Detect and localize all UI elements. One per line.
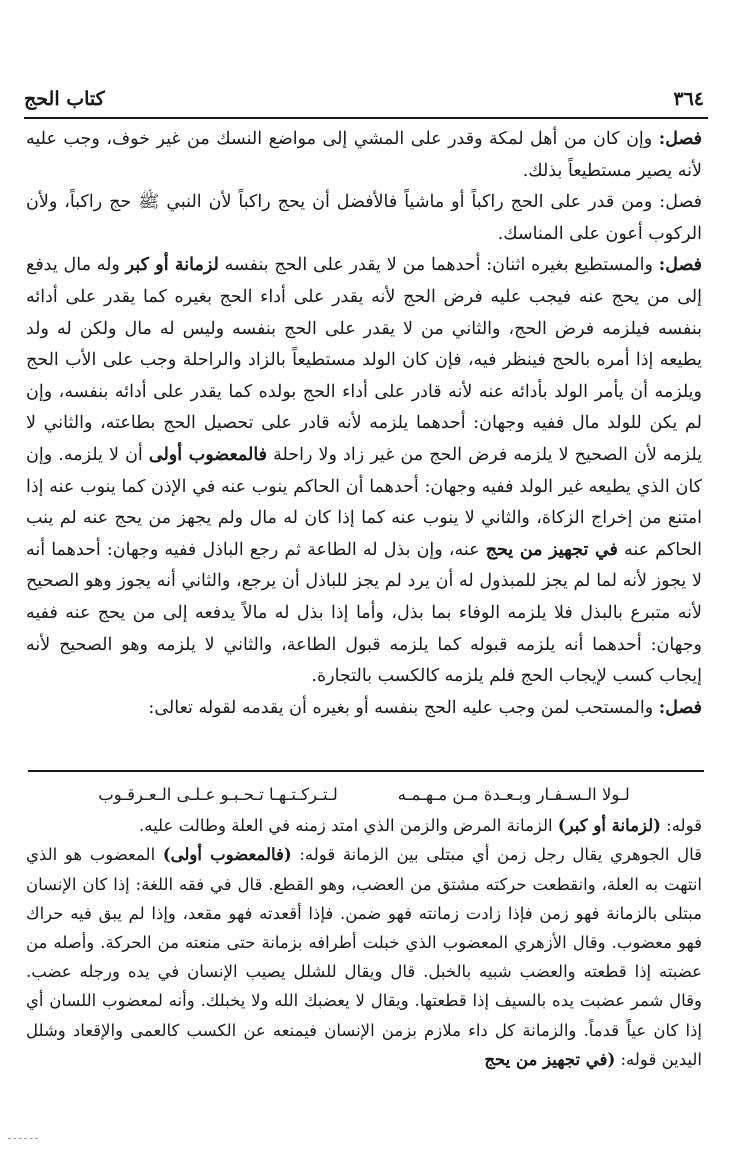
commentary-paragraph	[26, 811, 702, 840]
quoted-term: (فالمعضوب أولى)	[162, 845, 292, 865]
commentary-text: قال الجوهري يقال رجل زمن أي مبتلى بين الزمانة قوله:	[291, 845, 703, 865]
page-number: ٣٦٤	[673, 88, 704, 110]
section-label: فصل:	[658, 129, 702, 149]
commentary-paragraph	[26, 840, 702, 1074]
paragraph-text: والمستطيع بغيره اثنان: أحدهما من لا يقدر على الحج بنفسه	[218, 255, 659, 276]
highlighted-term: في تجهيز من يحج	[485, 539, 618, 560]
verse-second-hemistich: لـتـركـتـهـا تـحـبـو عـلـى الـعـرقـوب	[98, 785, 338, 804]
paragraph	[26, 693, 702, 725]
poetry-verse	[26, 780, 702, 809]
paragraph-text: أن لا يلزمه. وإن كان الذي يطيعه غير الولد ففيه وجهان: أحدهما أن الحاكم ينوب عنه في الإذن كما ينوب عنه إذا امتنع من إخراج الزكاة، والثاني لا ينوب عنه كما إذا كان له مال ولم يجهز من يحج عنه لم ينب الحاكم عنه	[26, 444, 703, 560]
section-label: فصل:	[658, 697, 702, 718]
header-divider	[24, 117, 708, 119]
section-label: فصل:	[658, 255, 702, 276]
book-title: كتاب الحج	[24, 88, 105, 110]
main-text	[26, 124, 702, 724]
verse-first-hemistich: لـولا الـسـفـار وبـعـدة مـن مـهـمـه	[397, 785, 630, 804]
footnote-divider	[28, 770, 704, 772]
scan-artifact	[8, 1138, 38, 1139]
paragraph	[26, 187, 702, 250]
quoted-term: (لزمانة أو كبر)	[557, 816, 661, 836]
highlighted-term: لزمانة أو كبر	[125, 255, 219, 276]
paragraph-text: وإن كان من أهل لمكة وقدر على المشي إلى مواضع النسك من غير خوف، وجب عليه لأنه يصير مستطيعاً بذلك.	[26, 129, 702, 181]
paragraph-text: عنه، وإن بذل له الطاعة ثم رجع الباذل ففيه وجهان: أحدهما أنه لا يجوز لأنه لما لم يجز للمبذول له أن يرد لم يجز للباذل أن يرجع، والثاني أنه يجوز وهو الصحيح لأنه متبرع بالبذل فلا يلزمه الوفاء بما بذل، وأما إذا بذل له مالاً يدفعه إلى من يحج عنه ففيه وجهان: أحدهما أنه يلزمه قبوله كما يلزمه قبول الطاعة، والثاني لا يلزمه وهو الصحيح لأنه إيجاب كسب لإيجاب الحج فلم يلزمه كالكسب بالتجارة.	[26, 539, 702, 687]
commentary	[26, 780, 702, 1074]
paragraph-text: وله مال يدفع إلى من يحج عنه فيجب عليه فرض الحج لأنه يقدر على أداء الحج بغيره كما يقدر على أدائه بنفسه فيلزمه فرض الحج، والثاني من لا يقدر على الحج بنفسه وليس له مال ولكن له ولد يطيعه إذا أمره بالحج فينظر فيه، فإن كان الولد مستطيعاً بالزاد والراحلة وجب على الأب الحج ويلزمه أن يأمر الولد بأدائه عنه لأنه قادر على أداء الحج بولده كما يقدر على أدائه بنفسه، وإن لم يكن للولد مال ففيه وجهان: أحدهما يلزمه لأنه قادر على تحصيل الحج بطاعته، والثاني لا يلزمه لأن الصحيح لا يلزمه فرض الحج من غير زاد ولا راحلة	[26, 255, 702, 465]
highlighted-term: فالمعضوب أولى	[148, 444, 268, 465]
commentary-text: قوله:	[660, 816, 702, 836]
commentary-text: الزمانة المرض والزمن الذي امتد زمنه في العلة وطالت عليه.	[138, 816, 558, 836]
paragraph-text: والمستحب لمن وجب عليه الحج بنفسه أو بغيره أن يقدمه لقوله تعالى:	[148, 697, 659, 718]
paragraph	[26, 124, 702, 187]
paragraph-text: فصل: ومن قدر على الحج راكباً أو ماشياً فالأفضل أن يحج راكباً لأن النبي ﷺ حج راكباً، ولأن الركوب أعون على المناسك.	[26, 192, 702, 244]
commentary-text: المعضوب هو الذي انتهت به العلة، وانقطعت حركته مشتق من العضب، وهو القطع. قال في فقه اللغة: إذا كان الإنسان مبتلى بالزمانة فهو زمن فإذا زادت زمانته فهو ضمن. فإذا أقعدته فهو مقعد، وإذا لم يبق فيه حراك فهو معضوب. وقال الأزهري المعضوب الذي خبلت أطرافه بزمانة حتى منعته من الحركة. وأصله من عضبته إذا قطعته والعضب شبيه بالخبل. قال ويقال للشلل يصيب الإنسان في يده ورجله عضب. وقال شمر عضبت يده بالسيف إذا قطعتها. ويقال لا يعضبك الله ولا يخبلك. وأنه لمعضوب اللسان أي إذا كان عياً قدماً. والزمانة كل داء ملازم بزمن الإنسان فيمنعه عن الكسب كالعمى والإقعاد وشلل اليدين قوله:	[26, 845, 702, 1069]
quoted-term: (في تجهيز من يحج	[484, 1049, 616, 1069]
paragraph	[26, 250, 702, 692]
page-header	[24, 84, 704, 114]
